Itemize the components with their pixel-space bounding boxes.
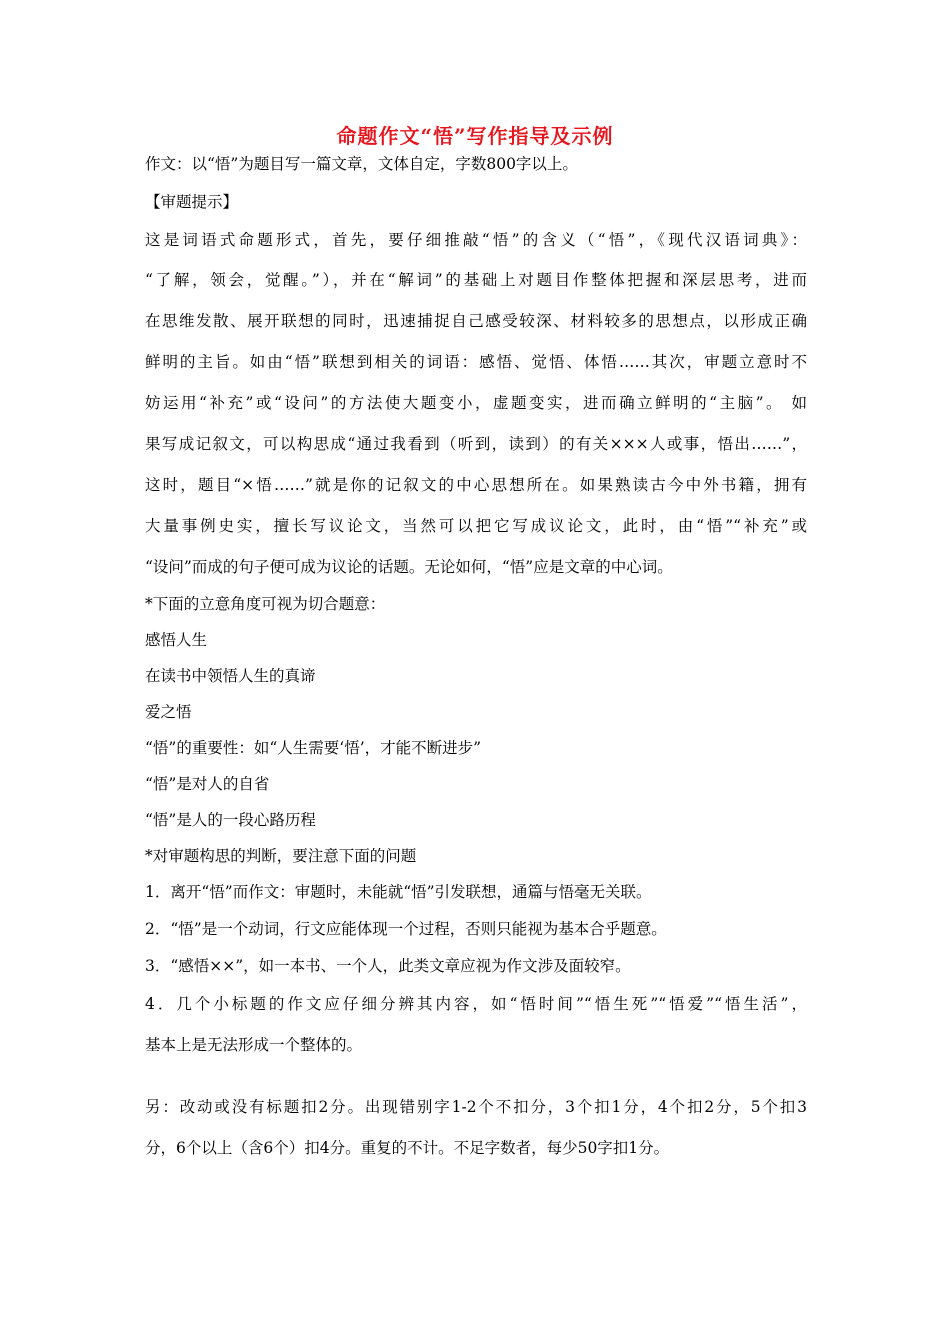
notes-heading: *对审题构思的判断，要注意下面的问题 [145, 847, 417, 865]
hint-line: “设问”而成的句子便可成为议论的话题。无论如何，“悟”应是文章的中心词。 [145, 558, 673, 576]
scoring-line: 另：改动或没有标题扣2分。出现错别字1-2个不扣分，3个扣1分，4个扣2分，5个扣3 [145, 1098, 807, 1116]
angle-item: “悟”的重要性：如“人生需要‘悟’，才能不断进步” [145, 739, 482, 757]
hint-line: 果写成记叙文，可以构思成“通过我看到（听到，读到）的有关×××人或事，悟出……”， [145, 435, 807, 453]
hint-line: 在思维发散、展开联想的同时，迅速捕捉自己感受较深、材料较多的思想点，以形成正确 [145, 312, 807, 330]
hint-line: 妨运用“补充”或“设问”的方法使大题变小，虚题变实，进而确立鲜明的“主脑”。 如 [145, 394, 807, 412]
hint-line: 大量事例史实，擅长写议论文，当然可以把它写成议论文，此时，由“悟”“补充”或 [145, 517, 807, 535]
note-item: 2．“悟”是一个动词，行文应能体现一个过程，否则只能视为基本合乎题意。 [145, 920, 667, 938]
note-item: 1．离开“悟”而作文：审题时，未能就“悟”引发联想，通篇与悟毫无关联。 [145, 883, 652, 901]
task-statement: 作文：以“悟”为题目写一篇文章，文体自定，字数800字以上。 [145, 155, 578, 173]
note-item: 4．几个小标题的作文应仔细分辨其内容，如“悟时间”“悟生死”“悟爱”“悟生活”， [145, 995, 807, 1013]
hint-line: 这时，题目“×悟……”就是你的记叙文的中心思想所在。如果熟读古今中外书籍，拥有 [145, 476, 807, 494]
note-item: 3．“感悟××”，如一本书、一个人，此类文章应视为作文涉及面较窄。 [145, 957, 631, 975]
section-heading: 【审题提示】 [145, 193, 239, 211]
angles-heading: *下面的立意角度可视为切合题意： [145, 595, 386, 613]
scoring-line: 分，6个以上（含6个）扣4分。重复的不计。不足字数者，每少50字扣1分。 [145, 1139, 670, 1157]
note-item: 基本上是无法形成一个整体的。 [145, 1036, 363, 1054]
hint-line: 鲜明的主旨。如由“悟”联想到相关的词语：感悟、觉悟、体悟……其次，审题立意时不 [145, 353, 807, 371]
angle-item: “悟”是对人的自省 [145, 775, 270, 793]
angle-item: 在读书中领悟人生的真谛 [145, 667, 316, 685]
hint-line: “了解，领会，觉醒。”），并在“解词”的基础上对题目作整体把握和深层思考，进而 [145, 271, 807, 289]
angle-item: 感悟人生 [145, 631, 208, 649]
hint-line: 这是词语式命题形式，首先，要仔细推敲“悟”的含义（“悟”，《现代汉语词典》： [145, 231, 807, 249]
document-title: 命题作文“悟”写作指导及示例 [336, 124, 614, 148]
angle-item: “悟”是人的一段心路历程 [145, 811, 316, 829]
angle-item: 爱之悟 [145, 703, 192, 721]
